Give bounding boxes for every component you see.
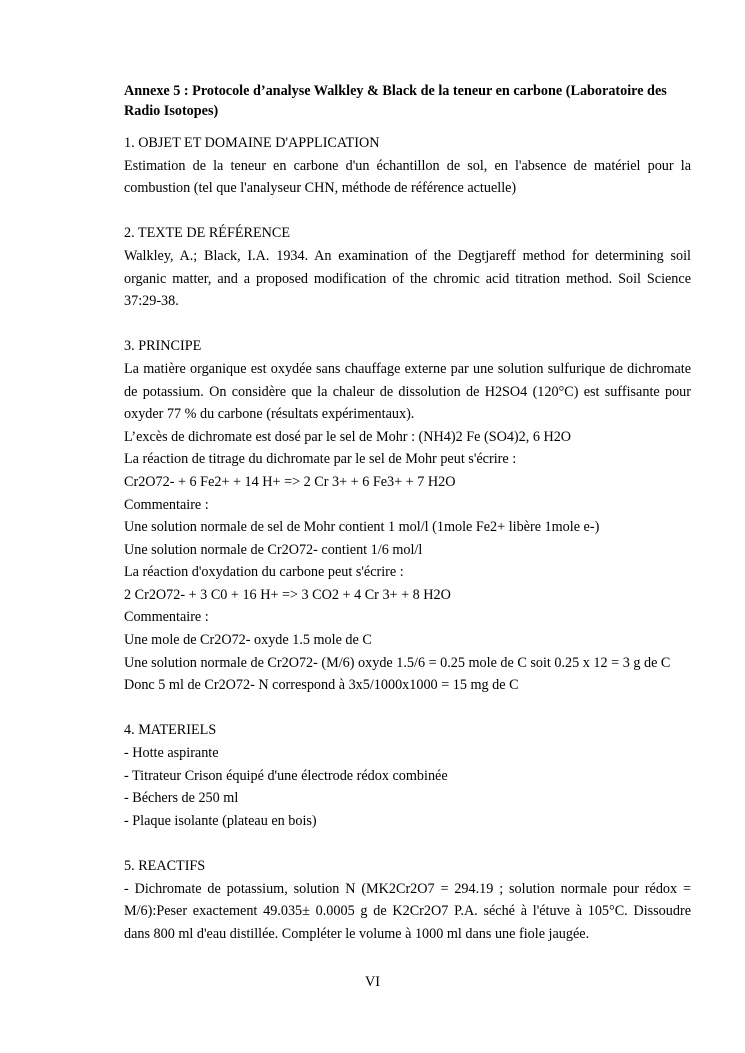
page-number: VI: [365, 974, 380, 990]
titration-equation: Cr2O72- + 6 Fe2+ + 14 H+ => 2 Cr 3+ + 6 Fe3+ + 7 H2O: [124, 473, 456, 490]
section-3-paragraph: Une solution normale de Cr2O72- (M/6) oxyde 1.5/6 = 0.25 mole de C soit 0.25 x 12 = 3 g de C: [124, 654, 671, 671]
document-body: [124, 81, 691, 945]
section-3-paragraph: La matière organique est oxydée sans chauffage externe par une solution sulfurique de dichromate de potassium. On considère que la chaleur de dissolution de H2SO4 (120°C) est suffisante pour oxyder 77 % du carbone (résultats expérimentaux).: [124, 360, 691, 423]
materials-list-item: - Béchers de 250 ml: [124, 790, 239, 807]
section-3-line: Une solution normale de sel de Mohr contient 1 mol/l (1mole Fe2+ libère 1mole e-): [124, 519, 600, 536]
section-3-line: Commentaire :: [124, 496, 209, 513]
spacer: [124, 313, 691, 336]
spacer: [124, 832, 691, 855]
section-3-line: L’excès de dichromate est dosé par le sel de Mohr : (NH4)2 Fe (SO4)2, 6 H2O: [124, 428, 572, 445]
section-2-heading: 2. TEXTE DE RÉFÉRENCE: [124, 225, 291, 242]
spacer: [124, 697, 691, 720]
section-4-heading: 4. MATERIELS: [124, 722, 217, 739]
section-3-line: Une solution normale de Cr2O72- contient 1/6 mol/l: [124, 541, 423, 558]
section-3-line: La réaction d'oxydation du carbone peut s'écrire :: [124, 564, 404, 581]
section-1-heading: 1. OBJET ET DOMAINE D'APPLICATION: [124, 135, 380, 151]
section-5-text: - Dichromate de potassium, solution N (MK2Cr2O7 = 294.19 ; solution normale pour rédox = M/6):Peser exactement 49.035± 0.0005 g de K2Cr2O7 P.A. séché à l'étuve à 105°C. Dissoudre dans 800 ml d'eau distillée. Compléter le volume à 1000 ml dans une fiole jaugée.: [124, 880, 691, 942]
section-3-line: Une mole de Cr2O72- oxyde 1.5 mole de C: [124, 632, 372, 649]
spacer: [124, 200, 691, 223]
section-3-line: Commentaire :: [124, 609, 209, 626]
section-3-line: Donc 5 ml de Cr2O72- N correspond à 3x5/1000x1000 = 15 mg de C: [124, 677, 519, 694]
materials-list-item: - Plaque isolante (plateau en bois): [124, 812, 317, 829]
section-1-text: Estimation de la teneur en carbone d'un échantillon de sol, en l'absence de matériel pour la combustion (tel que l'analyseur CHN, méthode de référence actuelle): [124, 157, 691, 197]
section-5-heading: 5. REACTIFS: [124, 858, 206, 874]
oxidation-equation: 2 Cr2O72- + 3 C0 + 16 H+ => 3 CO2 + 4 Cr 3+ + 8 H2O: [124, 586, 451, 603]
section-3-line: La réaction de titrage du dichromate par le sel de Mohr peut s'écrire :: [124, 451, 517, 468]
materials-list-item: - Hotte aspirante: [124, 745, 219, 762]
materials-list-item: - Titrateur Crison équipé d'une électrode rédox combinée: [124, 767, 448, 784]
section-2-text: Walkley, A.; Black, I.A. 1934. An examination of the Degtjareff method for determining soil organic matter, and a proposed modification of the chromic acid titration method. Soil Science 37:29-38.: [124, 247, 691, 310]
annex-title: Annexe 5 : Protocole d’analyse Walkley & Black de la teneur en carbone (Laboratoire des Radio Isotopes): [124, 83, 667, 119]
section-3-heading: 3. PRINCIPE: [124, 338, 202, 355]
